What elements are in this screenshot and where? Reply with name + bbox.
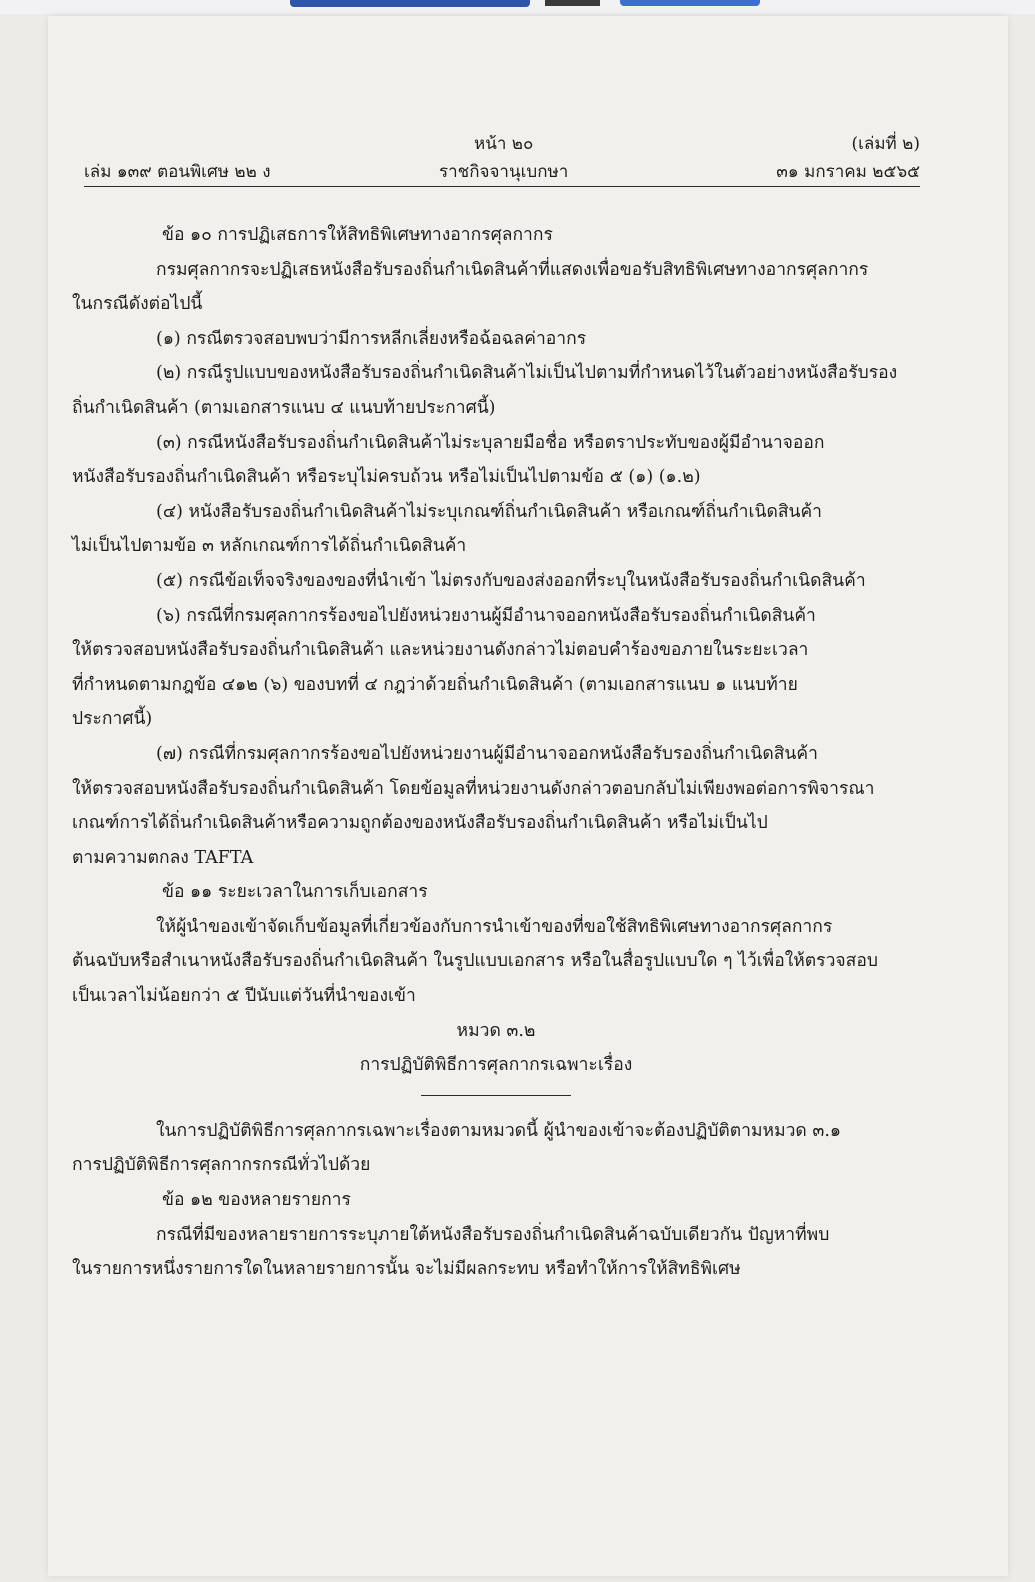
text-line: ให้ผู้นำของเข้าจัดเก็บข้อมูลที่เกี่ยวข้องกับการนำเข้าของที่ขอใช้สิทธิพิเศษทางอากรศุลกากร: [156, 916, 833, 937]
section-rule: [421, 1095, 571, 1096]
text-line: หนังสือรับรองถิ่นกำเนิดสินค้า หรือระบุไม่ครบถ้วน หรือไม่เป็นไปตามข้อ ๕ (๑) (๑.๒): [72, 467, 701, 488]
document-body: [72, 218, 920, 1287]
text-line: ตามความตกลง TAFTA: [72, 847, 254, 868]
section-number: หมวด ๓.๒: [456, 1020, 536, 1041]
top-edge-strip: [0, 0, 1035, 14]
text-line: (๒) กรณีรูปแบบของหนังสือรับรองถิ่นกำเนิดสินค้าไม่เป็นไปตามที่กำหนดไว้ในตัวอย่างหนังสือรับรอง: [156, 363, 898, 384]
top-edge-blue-object-2: [620, 0, 760, 6]
text-line: เกณฑ์การได้ถิ่นกำเนิดสินค้าหรือความถูกต้องของหนังสือรับรองถิ่นกำเนิดสินค้า หรือไม่เป็นไป: [72, 813, 768, 834]
volume-issue: เล่ม ๑๓๙ ตอนพิเศษ ๒๒ ง: [84, 162, 271, 182]
text-line: (๔) หนังสือรับรองถิ่นกำเนิดสินค้าไม่ระบุเกณฑ์ถิ่นกำเนิดสินค้า หรือเกณฑ์ถิ่นกำเนิดสินค้า: [156, 501, 822, 522]
text-line: กรณีที่มีของหลายรายการระบุภายใต้หนังสือรับรองถิ่นกำเนิดสินค้าฉบับเดียวกัน ปัญหาที่พบ: [156, 1224, 830, 1245]
text-line: ในกรณีดังต่อไปนี้: [72, 294, 203, 315]
gazette-header: [84, 130, 920, 186]
header-rule: [84, 186, 920, 187]
text-line: เป็นเวลาไม่น้อยกว่า ๕ ปีนับแต่วันที่นำของเข้า: [72, 986, 416, 1007]
top-edge-blue-object: [290, 0, 530, 7]
clause-12: [72, 1114, 920, 1287]
text-line: ให้ตรวจสอบหนังสือรับรองถิ่นกำเนิดสินค้า โดยข้อมูลที่หน่วยงานดังกล่าวตอบกลับไม่เพียงพอต่อการพิจารณา: [72, 778, 875, 799]
text-line: (๑) กรณีตรวจสอบพบว่ามีการหลีกเลี่ยงหรือฉ้อฉลค่าอากร: [156, 328, 587, 349]
text-line: การปฏิบัติพิธีการศุลกากรกรณีทั่วไปด้วย: [72, 1155, 371, 1176]
text-line: (๗) กรณีที่กรมศุลกากรร้องขอไปยังหน่วยงานผู้มีอำนาจออกหนังสือรับรองถิ่นกำเนิดสินค้า: [156, 743, 818, 764]
section-title: การปฏิบัติพิธีการศุลกากรเฉพาะเรื่อง: [359, 1055, 633, 1076]
publication-date: ๓๑ มกราคม ๒๕๖๕: [776, 162, 920, 182]
text-line: ในรายการหนึ่งรายการใดในหลายรายการนั้น จะไม่มีผลกระทบ หรือทำให้การให้สิทธิพิเศษ: [72, 1259, 741, 1280]
text-line: ถิ่นกำเนิดสินค้า (ตามเอกสารแนบ ๔ แนบท้ายประกาศนี้): [72, 397, 496, 418]
text-line: ให้ตรวจสอบหนังสือรับรองถิ่นกำเนิดสินค้า และหน่วยงานดังกล่าวไม่ตอบคำร้องขอภายในระยะเวลา: [72, 640, 809, 661]
top-edge-dark-object: [545, 0, 600, 6]
volume-part: (เล่มที่ ๒): [851, 134, 920, 154]
text-line: (๖) กรณีที่กรมศุลกากรร้องขอไปยังหน่วยงานผู้มีอำนาจออกหนังสือรับรองถิ่นกำเนิดสินค้า: [156, 605, 816, 626]
clauses-10-11: [72, 218, 920, 1014]
text-line: ในการปฏิบัติพิธีการศุลกากรเฉพาะเรื่องตามหมวดนี้ ผู้นำของเข้าจะต้องปฏิบัติตามหมวด ๓.๑: [156, 1120, 841, 1141]
page-number: หน้า ๒๐: [474, 134, 534, 154]
text-line: ข้อ ๑๐ การปฏิเสธการให้สิทธิพิเศษทางอากรศุลกากร: [162, 225, 553, 245]
text-line: ประกาศนี้): [72, 709, 153, 730]
text-line: (๓) กรณีหนังสือรับรองถิ่นกำเนิดสินค้าไม่ระบุลายมือชื่อ หรือตราประทับของผู้มีอำนาจออก: [156, 432, 825, 453]
text-line: (๕) กรณีข้อเท็จจริงของของที่นำเข้า ไม่ตรงกับของส่งออกที่ระบุในหนังสือรับรองถิ่นกำเนิดสินค้า: [156, 570, 866, 591]
text-line: ข้อ ๑๑ ระยะเวลาในการเก็บเอกสาร: [162, 882, 428, 903]
gazette-name: ราชกิจจานุเบกษา: [439, 162, 569, 182]
text-line: ไม่เป็นไปตามข้อ ๓ หลักเกณฑ์การได้ถิ่นกำเนิดสินค้า: [72, 536, 467, 557]
text-line: กรมศุลกากรจะปฏิเสธหนังสือรับรองถิ่นกำเนิดสินค้าที่แสดงเพื่อขอรับสิทธิพิเศษทางอากรศุลกากร: [156, 259, 869, 280]
text-line: ข้อ ๑๒ ของหลายรายการ: [162, 1190, 351, 1211]
text-line: ต้นฉบับหรือสำเนาหนังสือรับรองถิ่นกำเนิดสินค้า ในรูปแบบเอกสาร หรือในสื่อรูปแบบใด ๆ ไว้เพื่อให้ตรวจสอบ: [72, 951, 878, 972]
text-line: ที่กำหนดตามกฎข้อ ๔๑๒ (๖) ของบทที่ ๔ กฎว่าด้วยถิ่นกำเนิดสินค้า (ตามเอกสารแนบ ๑ แนบท้าย: [72, 674, 798, 695]
